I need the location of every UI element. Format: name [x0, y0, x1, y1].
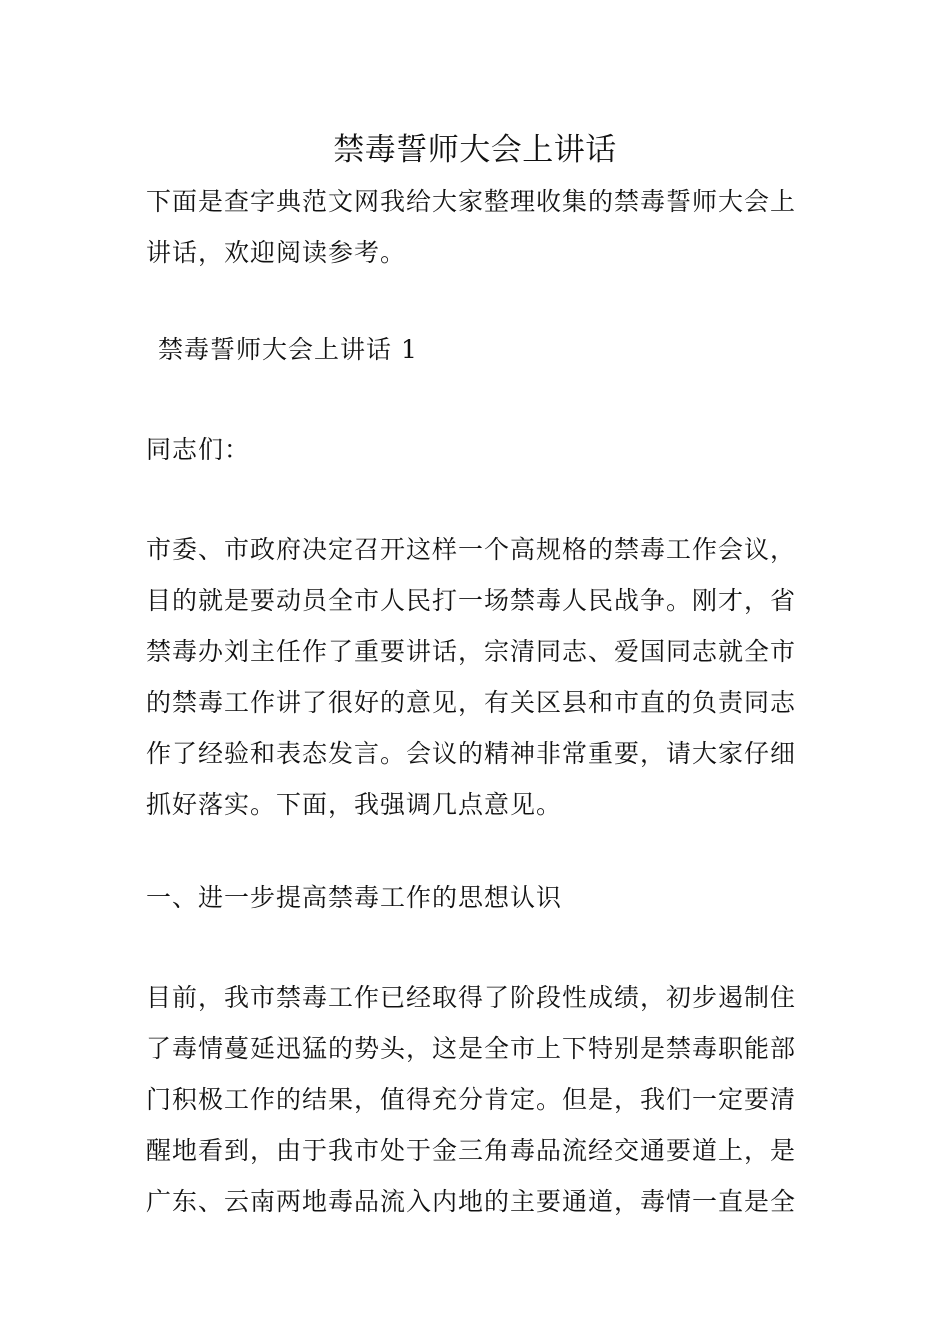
intro-paragraph: [146, 176, 816, 278]
paragraph-line: 门积极工作的结果，值得充分肯定。但是，我们一定要清: [146, 1085, 797, 1114]
section-title: 禁毒誓师大会上讲话 1: [158, 335, 418, 364]
paragraph-line: 广东、云南两地毒品流入内地的主要通道，毒情一直是全: [146, 1187, 797, 1216]
paragraph-line: 了毒情蔓延迅猛的势头，这是全市上下特别是禁毒职能部: [146, 1034, 797, 1063]
paragraph-line: 作了经验和表态发言。会议的精神非常重要，请大家仔细: [146, 739, 797, 768]
body-paragraph-1: [146, 524, 816, 830]
paragraph-line: 的禁毒工作讲了很好的意见，有关区县和市直的负责同志: [146, 688, 797, 717]
paragraph-line: 抓好落实。下面，我强调几点意见。: [146, 790, 563, 819]
intro-line: 讲话，欢迎阅读参考。: [146, 238, 407, 267]
paragraph-line: 醒地看到，由于我市处于金三角毒品流经交通要道上，是: [146, 1136, 797, 1165]
document-title: 禁毒誓师大会上讲话: [333, 132, 617, 168]
paragraph-line: 市委、市政府决定召开这样一个高规格的禁毒工作会议，: [146, 535, 797, 564]
intro-line: 下面是查字典范文网我给大家整理收集的禁毒誓师大会上: [146, 187, 797, 216]
body-paragraph-2: [146, 972, 816, 1227]
salutation: 同志们：: [146, 435, 251, 464]
paragraph-line: 禁毒办刘主任作了重要讲话，宗清同志、爱国同志就全市: [146, 637, 797, 666]
paragraph-line: 目的就是要动员全市人民打一场禁毒人民战争。刚才，省: [146, 586, 797, 615]
section-heading-1: 一、进一步提高禁毒工作的思想认识: [146, 883, 563, 912]
paragraph-line: 目前，我市禁毒工作已经取得了阶段性成绩，初步遏制住: [146, 983, 797, 1012]
